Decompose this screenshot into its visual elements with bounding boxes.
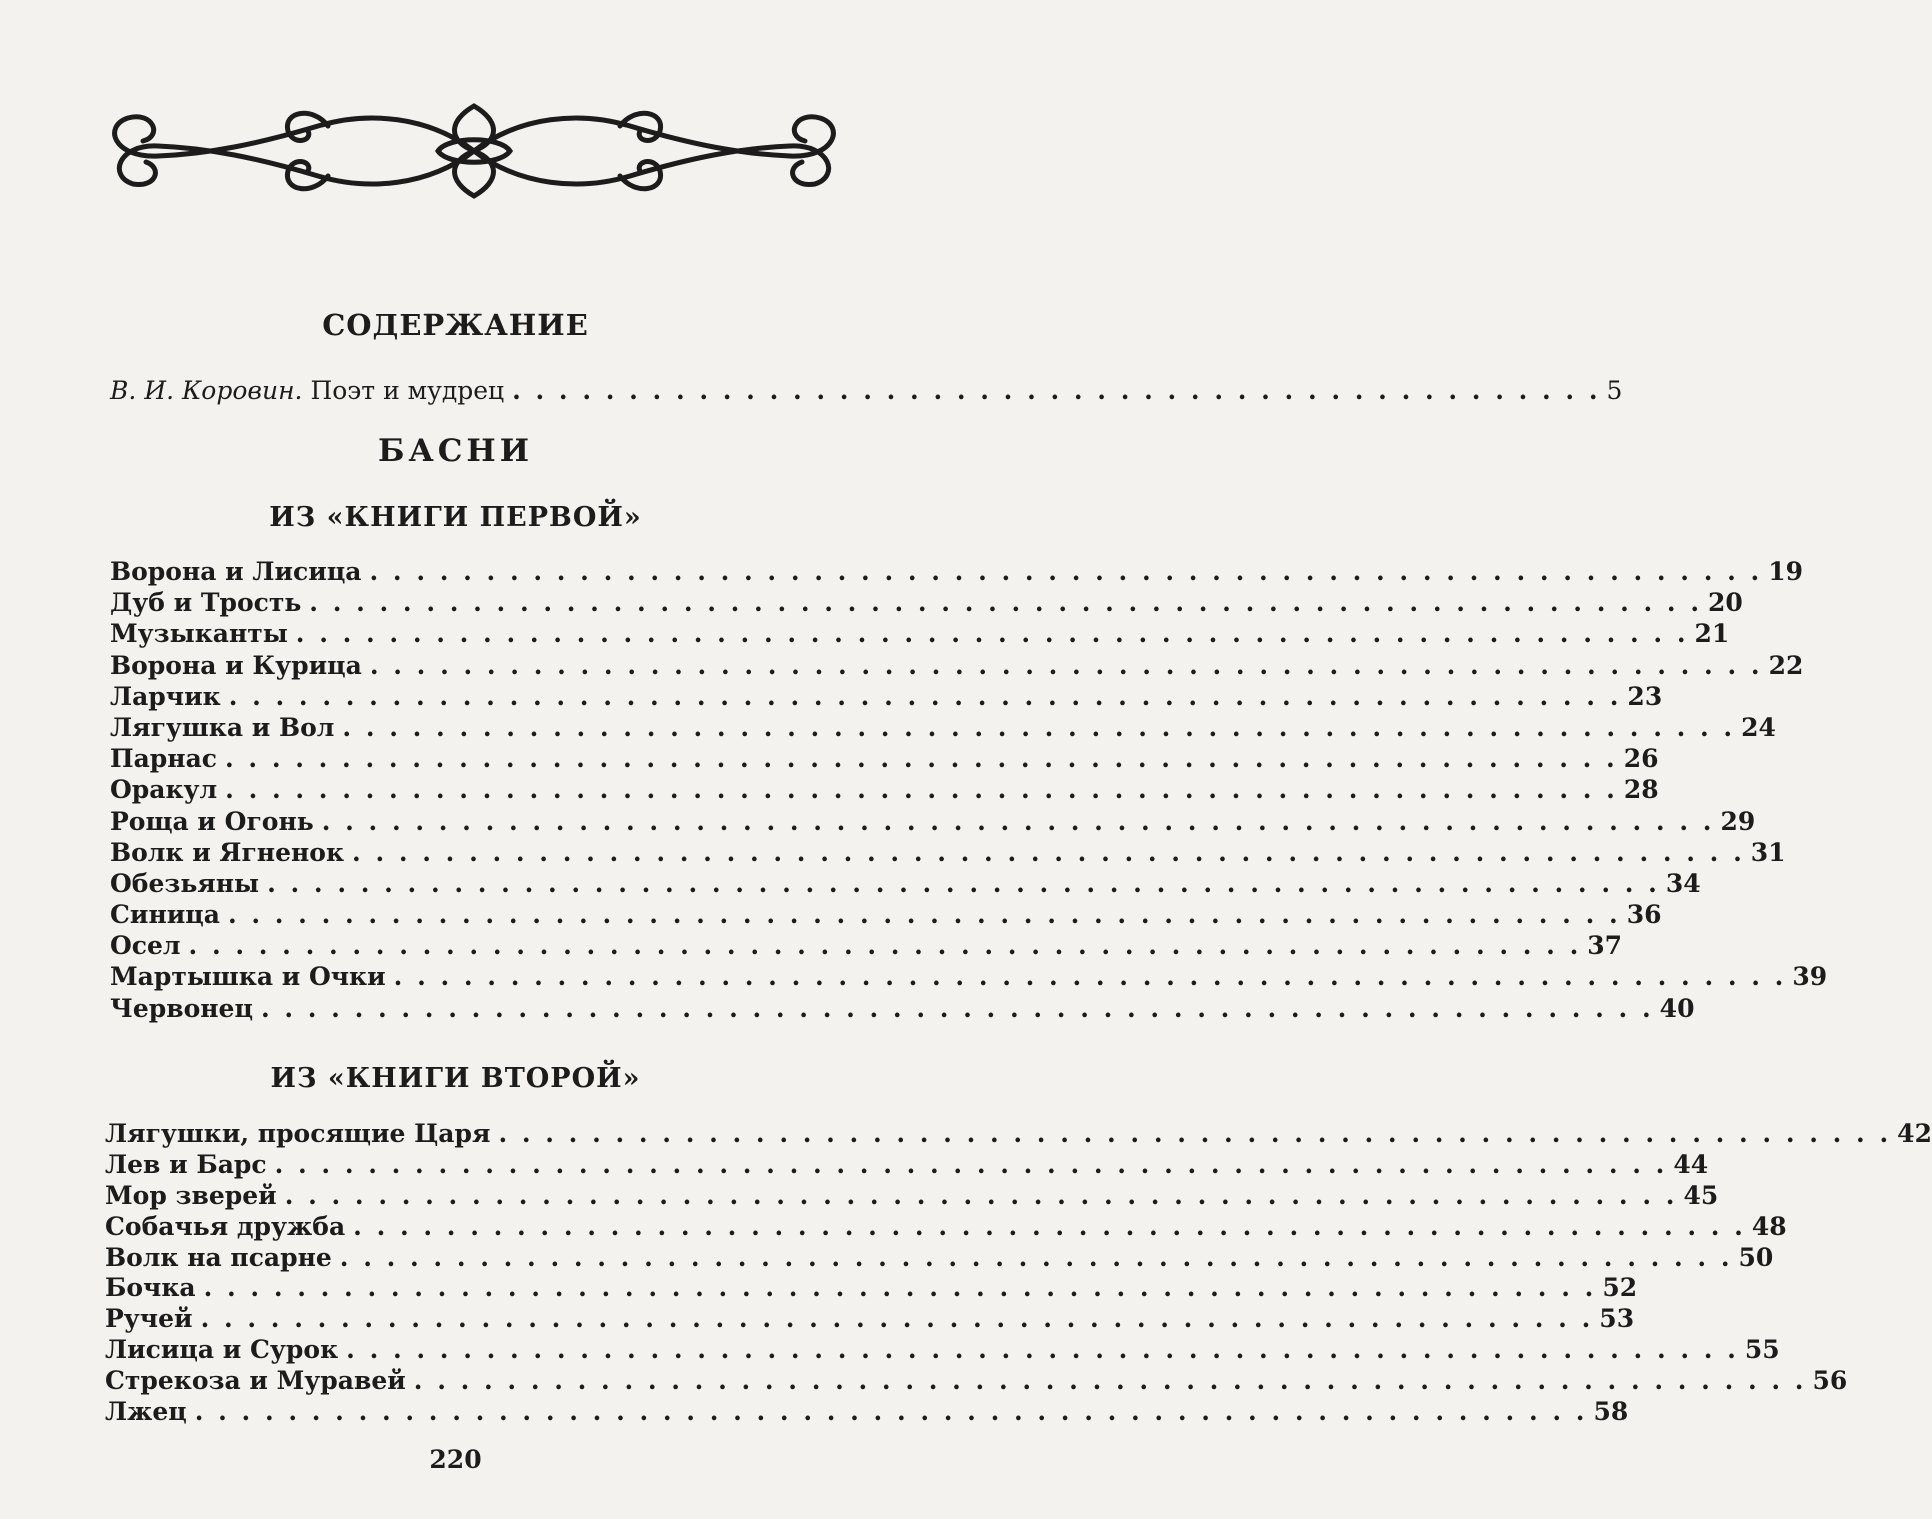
toc-entry-page: 19 [1768, 557, 1804, 586]
toc-entry-page: 56 [1812, 1366, 1848, 1396]
toc-entry-title: Лягушки, просящие Царя [105, 1119, 491, 1148]
toc-entry-title: Синица [110, 900, 220, 930]
dot-leader: . . . . . . . . . . . . . . . . . . . . . . . . . . . . . . . . . . . . . . . . . . . . . . . . . . . . . . . . . . . . [352, 837, 1745, 867]
toc-entry-page: 34 [1665, 868, 1701, 898]
toc-entry[interactable] [105, 1365, 1848, 1396]
toc-entry-title: Обезьяны [110, 868, 260, 898]
dot-leader: . . . . . . . . . . . . . . . . . . . . . . . . . . . . . . . . . . . . . . . . . . . . . . . . . . . . . . . . . . . . [309, 588, 1703, 618]
toc-entry-page: 28 [1623, 775, 1659, 805]
toc-entry-title: Осел [110, 931, 181, 961]
toc-entry-page: 22 [1768, 650, 1804, 680]
toc-entry-page: 40 [1659, 993, 1695, 1023]
toc-entry-title: Лжец [105, 1397, 187, 1427]
toc-entry[interactable] [105, 1396, 1629, 1427]
dot-leader: . . . . . . . . . . . . . . . . . . . . . . . . . . . . . . . . . . . . . . . . . . . . . . . [512, 376, 1601, 405]
toc-entry[interactable] [105, 1149, 1709, 1180]
toc-entry[interactable] [110, 587, 1743, 618]
toc-entry-title: Червонец [110, 993, 253, 1023]
dot-leader: . . . . . . . . . . . . . . . . . . . . . . . . . . . . . . . . . . . . . . . . . . . . . . . . . . . . . . . . . . . . [260, 993, 1654, 1023]
dot-leader: . . . . . . . . . . . . . . . . . . . . . . . . . . . . . . . . . . . . . . . . . . . . . . . . . . . . . . . . . . . . [194, 1397, 1588, 1427]
toc-entry[interactable] [110, 743, 1659, 774]
toc-entry-page: 48 [1751, 1211, 1787, 1241]
toc-entry[interactable] [110, 806, 1756, 837]
dot-leader: . . . . . . . . . . . . . . . . . . . . . . . . . . . . . . . . . . . . . . . . . . . . . . . . . . . . . . . . . . . . [227, 900, 1621, 930]
dot-leader: . . . . . . . . . . . . . . . . . . . . . . . . . . . . . . . . . . . . . . . . . . . . . . . . . . . . . . . . . . . . [369, 557, 1763, 586]
toc-entry-page: 53 [1599, 1304, 1635, 1334]
toc-entry-page: 55 [1744, 1335, 1780, 1365]
toc-entry-page: 21 [1694, 619, 1730, 649]
dot-leader: . . . . . . . . . . . . . . . . . . . . . . . . . . . . . . . . . . . . . . . . . . . . . . . . . . . . . . . . . . . . [267, 868, 1660, 898]
dot-leader: . . . . . . . . . . . . . . . . . . . . . . . . . . . . . . . . . . . . . . . . . . . . . . . . . . . . . . . . . . . . [284, 1180, 1678, 1210]
toc-entry-page: 29 [1720, 806, 1756, 836]
toc-entry[interactable] [110, 993, 1695, 1024]
toc-entry-page: 39 [1792, 962, 1828, 992]
dot-leader: . . . . . . . . . . . . . . . . . . . . . . . . . . . . . . . . . . . . . . . . . . . . . . . . . . . . . . . . . . . . [393, 962, 1787, 992]
toc-entry-title: Роща и Огонь [110, 806, 314, 836]
toc-entry-page: 52 [1602, 1273, 1638, 1303]
toc-title: СОДЕРЖАНИЕ [322, 308, 589, 342]
toc-entry-title: Волк и Ягненок [110, 837, 345, 867]
book1-title: ИЗ «КНИГИ ПЕРВОЙ» [269, 502, 642, 533]
intro-page: 5 [1606, 376, 1623, 405]
toc-entry[interactable] [110, 930, 1623, 961]
toc-entry[interactable] [105, 1211, 1787, 1242]
toc-entry-page: 37 [1587, 931, 1623, 961]
dot-leader: . . . . . . . . . . . . . . . . . . . . . . . . . . . . . . . . . . . . . . . . . . . . . . . . . . . . . . . . . . . . [339, 1242, 1733, 1272]
toc-entry[interactable] [105, 1334, 1780, 1365]
dot-leader: . . . . . . . . . . . . . . . . . . . . . . . . . . . . . . . . . . . . . . . . . . . . . . . . . . . . . . . . . . . . [498, 1119, 1892, 1148]
dot-leader: . . . . . . . . . . . . . . . . . . . . . . . . . . . . . . . . . . . . . . . . . . . . . . . . . . . . . . . . . . . . [228, 681, 1622, 711]
toc-entry-page: 58 [1593, 1397, 1629, 1427]
toc-entry[interactable] [105, 1180, 1719, 1211]
toc-entry-title: Музыканты [110, 619, 288, 649]
toc-entry-page: 31 [1750, 837, 1786, 867]
dot-leader: . . . . . . . . . . . . . . . . . . . . . . . . . . . . . . . . . . . . . . . . . . . . . . . . . . . . . . . . . . . . [413, 1366, 1807, 1396]
toc-entry[interactable] [105, 1242, 1774, 1273]
toc-entry-page: 20 [1708, 588, 1743, 618]
toc-entry-title: Стрекоза и Муравей [105, 1366, 406, 1396]
toc-entry-page: 23 [1627, 681, 1663, 711]
toc-entry-title: Лягушка и Вол [110, 712, 335, 742]
toc-entry-title: Лисица и Сурок [105, 1335, 339, 1365]
toc-entry[interactable] [110, 837, 1786, 868]
dot-leader: . . . . . . . . . . . . . . . . . . . . . . . . . . . . . . . . . . . . . . . . . . . . . . . . . . . . . . . . . . . . [346, 1335, 1739, 1365]
toc-entry-title: Дуб и Трость [110, 588, 302, 618]
toc-entry-page: 24 [1741, 712, 1776, 742]
toc-entry-title: Ворона и Лисица [110, 557, 362, 586]
toc-entry[interactable] [105, 1303, 1635, 1334]
toc-entry-title: Ворона и Курица [110, 650, 362, 680]
toc-entry[interactable] [110, 774, 1659, 805]
toc-entry[interactable] [110, 650, 1804, 681]
toc-entry-title: Парнас [110, 744, 218, 774]
book1-list [110, 556, 1828, 1024]
toc-entry-page: 44 [1673, 1149, 1709, 1179]
dot-leader: . . . . . . . . . . . . . . . . . . . . . . . . . . . . . . . . . . . . . . . . . . . . . . . . . . . . . . . . . . . . [203, 1273, 1597, 1303]
dot-leader: . . . . . . . . . . . . . . . . . . . . . . . . . . . . . . . . . . . . . . . . . . . . . . . . . . . . . . . . . . . . [353, 1211, 1746, 1241]
toc-entry[interactable] [110, 618, 1730, 649]
dot-leader: . . . . . . . . . . . . . . . . . . . . . . . . . . . . . . . . . . . . . . . . . . . . . . . . . . . . . . . . . . . . [369, 650, 1763, 680]
ornament-divider-icon [98, 96, 850, 206]
page-number: 220 [429, 1445, 482, 1474]
toc-entry-title: Мартышка и Очки [110, 962, 386, 992]
intro-title: Поэт и мудрец [310, 376, 505, 405]
toc-entry-title: Мор зверей [105, 1180, 277, 1210]
dot-leader: . . . . . . . . . . . . . . . . . . . . . . . . . . . . . . . . . . . . . . . . . . . . . . . . . . . . . . . . . . . . [321, 806, 1715, 836]
toc-entry-title: Ручей [105, 1304, 193, 1334]
intro-entry[interactable] [110, 375, 1623, 406]
toc-entry-page: 26 [1623, 744, 1659, 774]
toc-entry-title: Волк на псарне [105, 1242, 332, 1272]
dot-leader: . . . . . . . . . . . . . . . . . . . . . . . . . . . . . . . . . . . . . . . . . . . . . . . . . . . . . . . . . . . . [188, 931, 1582, 961]
toc-entry-title: Бочка [105, 1273, 196, 1303]
book2-list [105, 1118, 1932, 1427]
toc-entry[interactable] [105, 1272, 1638, 1303]
dot-leader: . . . . . . . . . . . . . . . . . . . . . . . . . . . . . . . . . . . . . . . . . . . . . . . . . . . . . . . . . . . . [295, 619, 1689, 649]
toc-entry-page: 36 [1626, 900, 1662, 930]
toc-entry[interactable] [110, 868, 1701, 899]
toc-entry[interactable] [110, 961, 1828, 992]
toc-entry-title: Собачья дружба [105, 1211, 346, 1241]
dot-leader: . . . . . . . . . . . . . . . . . . . . . . . . . . . . . . . . . . . . . . . . . . . . . . . . . . . . . . . . . . . . [225, 744, 1618, 774]
intro-author: В. И. Коровин. [110, 376, 303, 405]
toc-entry[interactable] [110, 556, 1804, 587]
toc-entry[interactable] [110, 681, 1663, 712]
toc-entry-title: Ларчик [110, 681, 221, 711]
dot-leader: . . . . . . . . . . . . . . . . . . . . . . . . . . . . . . . . . . . . . . . . . . . . . . . . . . . . . . . . . . . . [200, 1304, 1594, 1334]
toc-entry-page: 42 [1897, 1119, 1932, 1148]
book2-title: ИЗ «КНИГИ ВТОРОЙ» [270, 1063, 641, 1094]
section-title: БАСНИ [378, 433, 533, 469]
dot-leader: . . . . . . . . . . . . . . . . . . . . . . . . . . . . . . . . . . . . . . . . . . . . . . . . . . . . . . . . . . . . [225, 775, 1618, 805]
toc-entry-title: Лев и Барс [105, 1149, 267, 1179]
toc-entry-title: Оракул [110, 775, 218, 805]
toc-entry-page: 50 [1738, 1242, 1774, 1272]
toc-entry[interactable] [110, 712, 1776, 743]
toc-entry[interactable] [110, 899, 1662, 930]
toc-entry-page: 45 [1683, 1180, 1719, 1210]
dot-leader: . . . . . . . . . . . . . . . . . . . . . . . . . . . . . . . . . . . . . . . . . . . . . . . . . . . . . . . . . . . . [274, 1149, 1668, 1179]
dot-leader: . . . . . . . . . . . . . . . . . . . . . . . . . . . . . . . . . . . . . . . . . . . . . . . . . . . . . . . . . . . . [342, 712, 1736, 742]
toc-entry[interactable] [105, 1118, 1932, 1149]
